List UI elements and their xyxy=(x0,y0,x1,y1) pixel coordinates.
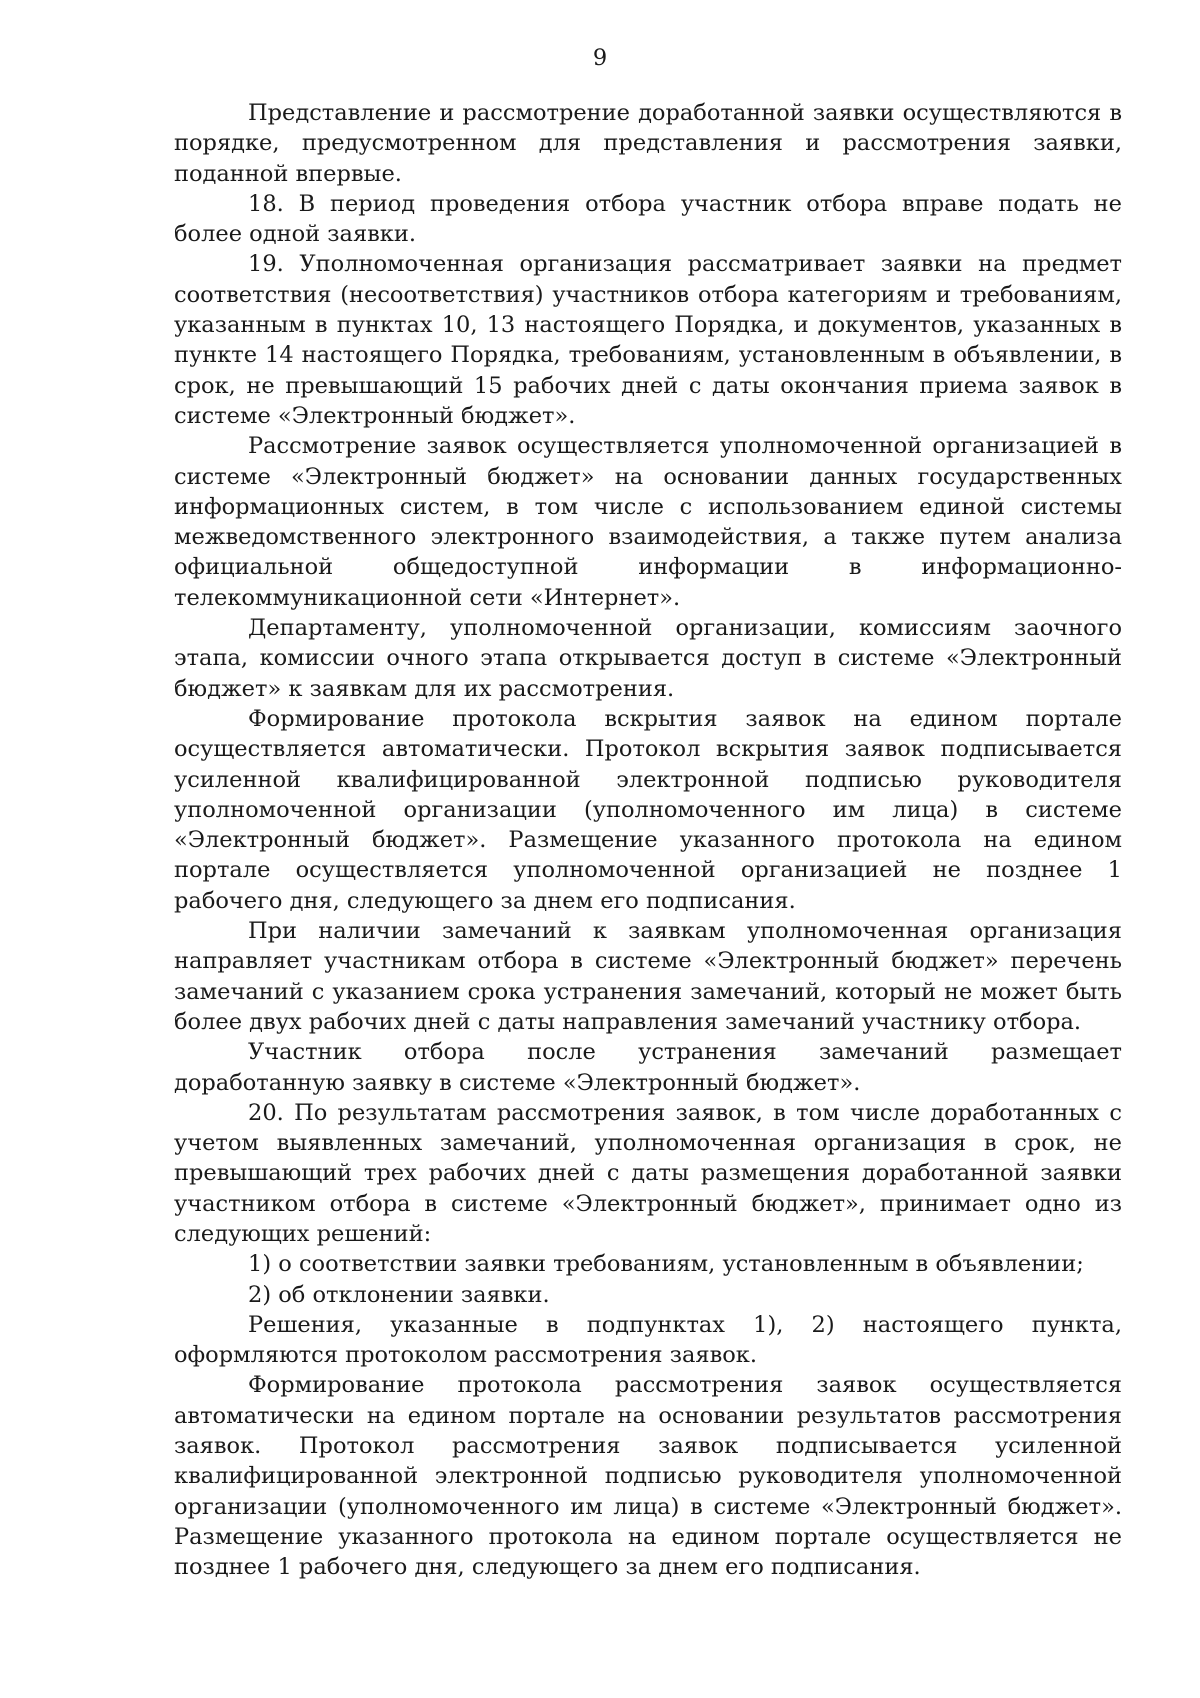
paragraph-review-sources: Рассмотрение заявок осуществляется уполномоченной организацией в системе «Электронный бюджет» на основании данных государственных информационных систем, в том числе с использованием единой системы межведомственного электронного взаимодействия, а также путем анализа официальной общедоступной информации в информационно-телекоммуникационной сети «Интернет». xyxy=(174,433,1122,611)
paragraph-18-one-application: 18. В период проведения отбора участник отбора вправе подать не более одной заявки. xyxy=(174,190,1122,248)
paragraph-decisions-protocol: Решения, указанные в подпунктах 1), 2) настоящего пункта, оформляются протоколом рассмотрения заявок. xyxy=(174,1311,1122,1369)
list-item-decision-2: 2) об отклонении заявки. xyxy=(248,1281,550,1308)
page-number: 9 xyxy=(592,45,608,71)
paragraph-opening-protocol: Формирование протокола вскрытия заявок на едином портале осуществляется автоматически. Протокол вскрытия заявок подписывается усиленной квалифицированной электронной подписью руководителя уполномоченной организации (уполномоченного им лица) в системе «Электронный бюджет». Размещение указанного протокола на едином портале осуществляется уполномоченной организацией не позднее 1 рабочего дня, следующего за днем его подписания. xyxy=(174,705,1122,914)
paragraph-remarks: При наличии замечаний к заявкам уполномоченная организация направляет участникам отбора в системе «Электронный бюджет» перечень замечаний с указанием срока устранения замечаний, который не может быть более двух рабочих дней с даты направления замечаний участнику отбора. xyxy=(174,918,1122,1035)
paragraph-20-decisions: 20. По результатам рассмотрения заявок, в том числе доработанных с учетом выявленных замечаний, уполномоченная организация в срок, не превышающий трех рабочих дней с даты размещения доработанной заявки участником отбора в системе «Электронный бюджет», принимает одно из следующих решений: xyxy=(174,1099,1122,1247)
paragraph-19-review-deadline: 19. Уполномоченная организация рассматривает заявки на предмет соответствия (несоответствия) участников отбора категориям и требованиям, указанным в пунктах 10, 13 настоящего Порядка, и документов, указанных в пункте 14 настоящего Порядка, требованиям, установленным в объявлении, в срок, не превышающий 15 рабочих дней с даты окончания приема заявок в системе «Электронный бюджет». xyxy=(174,251,1122,429)
paragraph-review-protocol: Формирование протокола рассмотрения заявок осуществляется автоматически на едином портале на основании результатов рассмотрения заявок. Протокол рассмотрения заявок подписывается усиленной квалифицированной электронной подписью руководителя уполномоченной организации (уполномоченного им лица) в системе «Электронный бюджет». Размещение указанного протокола на едином портале осуществляется не позднее 1 рабочего дня, следующего за днем его подписания. xyxy=(174,1372,1122,1581)
list-item-decision-1: 1) о соответствии заявки требованиям, установленным в объявлении; xyxy=(248,1251,1084,1278)
paragraph-access-to-applications: Департаменту, уполномоченной организации, комиссиям заочного этапа, комиссии очного этапа открывается доступ в системе «Электронный бюджет» к заявкам для их рассмотрения. xyxy=(174,615,1122,702)
document-body xyxy=(174,98,1122,1583)
paragraph-resubmission-procedure: Представление и рассмотрение доработанной заявки осуществляются в порядке, предусмотренном для представления и рассмотрения заявки, поданной впервые. xyxy=(174,100,1122,187)
paragraph-revised-application: Участник отбора после устранения замечаний размещает доработанную заявку в системе «Электронный бюджет». xyxy=(174,1039,1122,1096)
